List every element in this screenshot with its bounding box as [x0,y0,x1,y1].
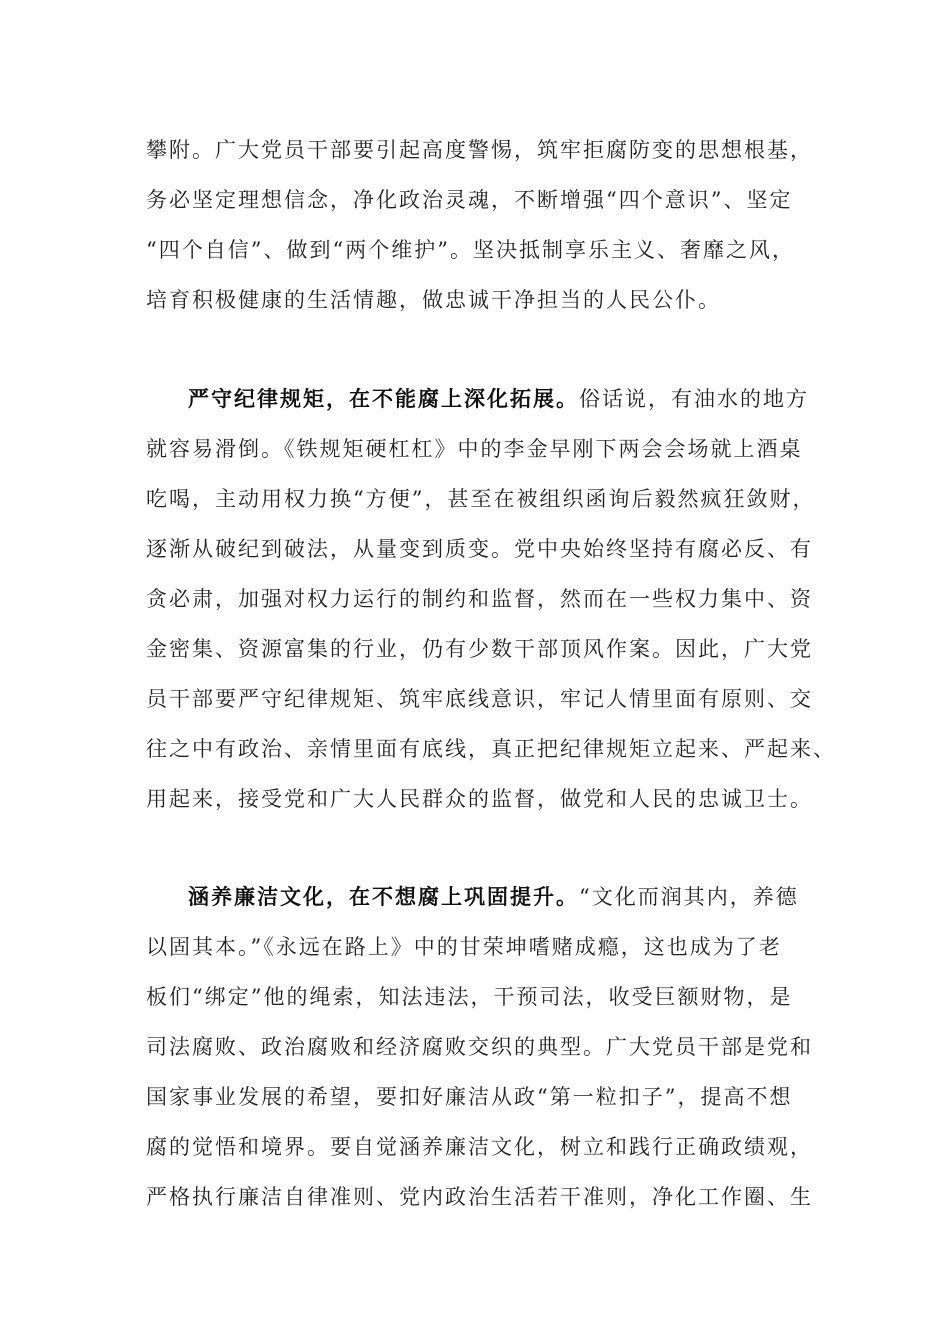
paragraph-first-line [146,872,826,922]
text-line: 攀附。广大党员干部要引起高度警惕，筑牢拒腐防变的思想根基， [146,138,813,162]
first-line-text: “文化而润其内，养德 [579,885,799,909]
text-line: 贪必肃，加强对权力运行的制约和监督，然而在一些权力集中、资 [146,587,813,611]
text-line: 逐渐从破纪到破法，从量变到质变。党中央始终坚持有腐必反、有 [146,537,813,561]
paragraph-first-line [146,374,826,424]
first-line-text: 俗话说，有油水的地方 [579,387,809,411]
text-line: “四个自信”、做到“两个维护”。坚决抵制享乐主义、奢靡之风， [146,238,795,262]
section-heading: 严守纪律规矩，在不能腐上深化拓展。 [188,386,579,411]
text-line: 腐的觉悟和境界。要自觉涵养廉洁文化，树立和践行正确政绩观， [146,1135,813,1159]
text-line: 金密集、资源富集的行业，仍有少数干部顶风作案。因此，广大党 [146,637,813,661]
text-line: 严格执行廉洁自律准则、党内政治生活若干准则，净化工作圈、生 [146,1185,813,1209]
paragraph-integrity-culture [146,872,826,1222]
text-line: 往之中有政治、亲情里面有底线，真正把纪律规矩立起来、严起来、 [146,737,836,761]
paragraph-discipline [146,374,836,824]
text-line: 培育积极健康的生活情趣，做忠诚干净担当的人民公仆。 [146,288,721,312]
text-line: 司法腐败、政治腐败和经济腐败交织的典型。广大党员干部是党和 [146,1035,813,1059]
text-line: 板们“绑定”他的绳索，知法违法，干预司法，收受巨额财物，是 [146,985,793,1009]
text-line: 国家事业发展的希望，要扣好廉洁从政“第一粒扣子”，提高不想 [146,1085,793,1109]
text-line: 吃喝，主动用权力换“方便”，甚至在被组织函询后毅然疯狂敛财， [146,487,816,511]
section-heading: 涵养廉洁文化，在不想腐上巩固提升。 [188,884,579,909]
text-line: 用起来，接受党和广大人民群众的监督，做党和人民的忠诚卫士。 [146,787,813,811]
text-line: 就容易滑倒。《铁规矩硬杠杠》中的李金早刚下两会会场就上酒桌 [146,437,803,461]
text-line: 以固其本。”《永远在路上》中的甘荣坤嗜赌成瘾，这也成为了老 [146,935,782,959]
text-line: 务必坚定理想信念，净化政治灵魂，不断增强“四个意识”、坚定 [146,188,793,212]
text-line: 员干部要严守纪律规矩、筑牢底线意识，牢记人情里面有原则、交 [146,687,813,711]
paragraph-continuation [146,125,826,325]
